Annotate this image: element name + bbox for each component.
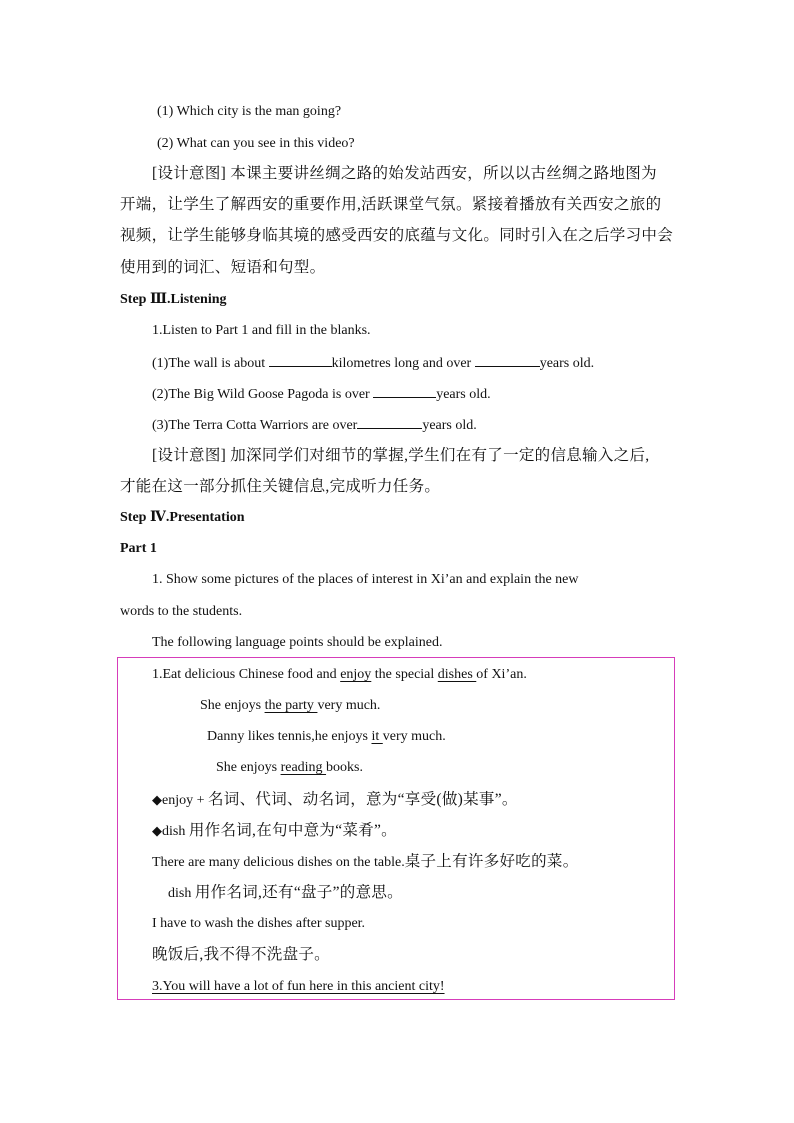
s4-text-b: books.: [326, 760, 363, 775]
note-enjoy-cn: 名词、代词、动名词，意为“享受(做)某事”。: [208, 791, 518, 808]
example-sentence-2: [200, 696, 380, 716]
note-enjoy-en: enjoy +: [162, 793, 208, 808]
blank-field[interactable]: [475, 352, 540, 367]
design-intent-1-line-2: 开端，让学生了解西安的重要作用,活跃课堂气氛。紧接着播放有关西安之旅的: [120, 196, 662, 213]
blank-item-1: [152, 352, 594, 374]
s1-enjoy: enjoy: [340, 667, 372, 682]
design-intent-2-line-2: 才能在这一部分抓住关键信息,完成听力任务。: [120, 478, 441, 495]
example-sentence-4: [216, 758, 363, 778]
note-dish-1: [152, 821, 397, 842]
step-4-heading: Step Ⅳ.Presentation: [120, 510, 245, 525]
blank-item-3-text-a: (3)The Terra Cotta Warriors are over: [152, 418, 358, 433]
question-2: (2) What can you see in this video?: [157, 136, 355, 151]
listening-task: 1.Listen to Part 1 and fill in the blanks.: [152, 323, 371, 338]
blank-item-2: [152, 383, 491, 405]
blank-item-1-text-c: years old.: [539, 356, 595, 371]
design-intent-1-line-3: 视频，让学生能够身临其境的感受西安的底蕴与文化。同时引入在之后学习中会: [120, 227, 674, 244]
note-dish-1-cn: 用作名词,在句中意为“菜肴”。: [188, 822, 397, 839]
part-1-heading: Part 1: [120, 541, 157, 556]
note-dish-2-cn: 用作名词,还有“盘子”的意思。: [194, 884, 403, 901]
s3-text-a: Danny likes tennis,he enjoys: [207, 729, 372, 744]
language-points-intro: The following language points should be explained.: [152, 635, 443, 650]
example-wash-dishes-cn: 晚饭后,我不得不洗盘子。: [152, 946, 330, 963]
blank-field[interactable]: [357, 414, 422, 429]
s1-text-b: the special: [371, 667, 438, 682]
blank-item-1-text-b: kilometres long and over: [331, 356, 475, 371]
example-wash-dishes-en: I have to wash the dishes after supper.: [152, 916, 366, 931]
s4-underlined: reading: [280, 760, 327, 775]
s2-text-a: She enjoys: [200, 698, 265, 713]
example-sentence-3: [207, 727, 446, 747]
example-dishes-table-cn: 桌子上有许多好吃的菜。: [404, 853, 579, 870]
blank-item-2-text-a: (2)The Big Wild Goose Pagoda is over: [152, 387, 374, 402]
design-intent-1-line-1: [设计意图] 本课主要讲丝绸之路的始发站西安，所以以古丝绸之路地图为: [152, 165, 657, 182]
step-3-heading: Step Ⅲ.Listening: [120, 292, 227, 307]
example-dishes-table: [152, 852, 579, 873]
s4-text-a: She enjoys: [216, 760, 281, 775]
s1-text-c: of Xi’an.: [476, 667, 527, 682]
note-dish-2-en: dish: [168, 886, 195, 901]
diamond-bullet-icon: ◆: [152, 793, 162, 808]
s3-underlined: it: [371, 729, 383, 744]
blank-item-3-text-b: years old.: [422, 418, 477, 433]
blank-field[interactable]: [373, 383, 436, 398]
s3-text-b: very much.: [382, 729, 446, 744]
blank-item-3: [152, 414, 477, 436]
blank-field[interactable]: [269, 352, 332, 367]
show-pictures-line-2: words to the students.: [120, 604, 243, 619]
s2-text-b: very much.: [317, 698, 381, 713]
design-intent-2-line-1: [设计意图] 加深同学们对细节的掌握,学生们在有了一定的信息输入之后,: [152, 447, 650, 464]
show-pictures-line-1: 1. Show some pictures of the places of interest in Xi’an and explain the new: [152, 572, 579, 587]
blank-item-2-text-b: years old.: [436, 387, 491, 402]
example-dishes-table-en: There are many delicious dishes on the table.: [152, 855, 405, 870]
example-sentence-1: [152, 665, 527, 685]
note-dish-2: [168, 883, 403, 904]
note-dish-1-en: dish: [162, 824, 189, 839]
design-intent-1-line-4: 使用到的词汇、短语和句型。: [120, 259, 326, 276]
note-enjoy: [152, 790, 518, 811]
s1-text-a: 1.Eat delicious Chinese food and: [152, 667, 341, 682]
blank-item-1-text-a: (1)The wall is about: [152, 356, 269, 371]
example-sentence-5: 3.You will have a lot of fun here in this ancient city!: [152, 979, 445, 994]
question-1: (1) Which city is the man going?: [157, 104, 342, 119]
s1-dishes: dishes: [437, 667, 477, 682]
diamond-bullet-icon: ◆: [152, 824, 162, 839]
s2-underlined: the party: [264, 698, 318, 713]
